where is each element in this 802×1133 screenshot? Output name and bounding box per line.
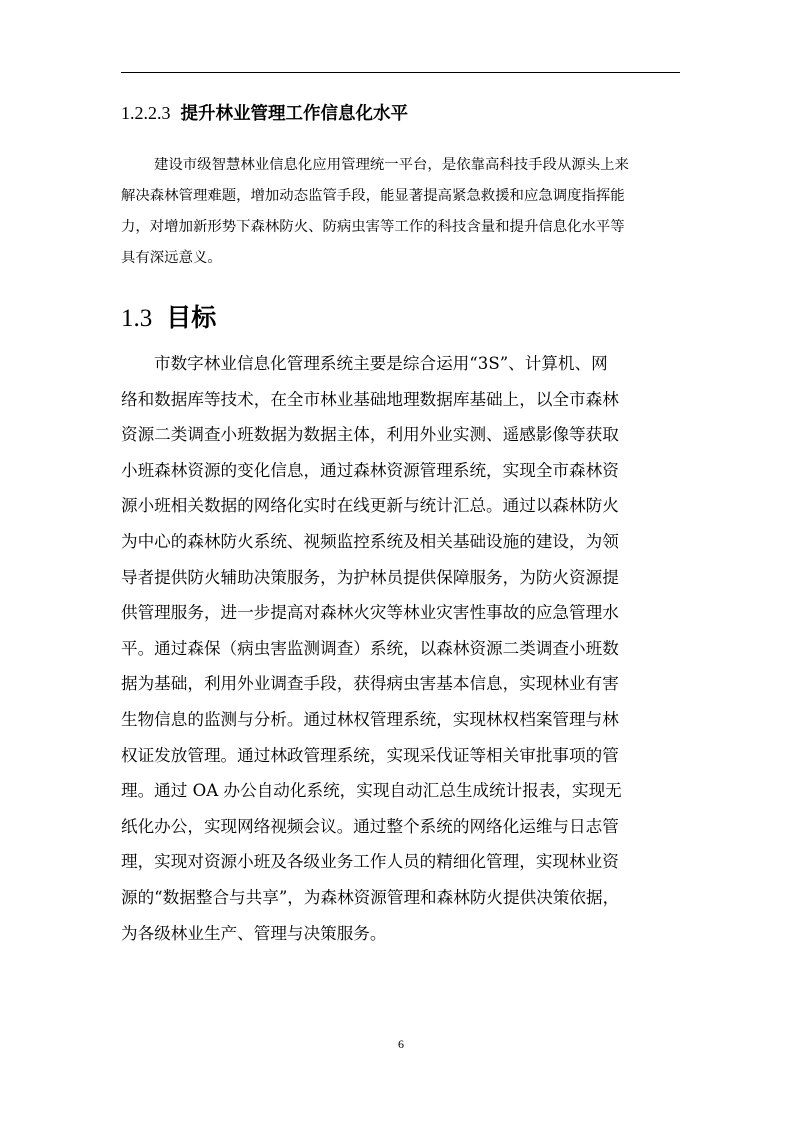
section-paragraph — [121, 150, 681, 274]
paragraph-line: 源小班相关数据的网络化实时在线更新与统计汇总。通过以森林防火 — [121, 496, 619, 516]
paragraph-line: 为中心的森林防火系统、视频监控系统及相关基础设施的建设，为领 — [121, 531, 619, 551]
paragraph-line: 源的“数据整合与共享”，为森林资源管理和森林防火提供决策依据， — [121, 887, 620, 907]
section-heading — [121, 99, 681, 128]
paragraph-line: 供管理服务，进一步提高对森林火灾等林业灾害性事故的应急管理水 — [121, 603, 619, 623]
paragraph-line: 建设市级智慧林业信息化应用管理统一平台，是依靠高科技手段从源头上来 — [154, 157, 629, 173]
chapter-title: 目标 — [166, 303, 217, 332]
section-number: 1.2.2.3 — [121, 103, 171, 123]
paragraph-line: 小班森林资源的变化信息，通过森林资源管理系统，实现全市森林资 — [121, 460, 619, 480]
paragraph-line: 具有深远意义。 — [121, 250, 222, 266]
paragraph-line: 权证发放管理。通过林政管理系统，实现采伐证等相关审批事项的管 — [121, 745, 619, 765]
paragraph-line: 解决森林管理难题，增加动态监管手段，能显著提高紧急救援和应急调度指挥能 — [121, 188, 625, 204]
paragraph-line: 市数字林业信息化管理系统主要是综合运用“3S”、计算机、网 — [154, 354, 608, 373]
paragraph-line: 导者提供防火辅助决策服务，为护林员提供保障服务，为防火资源提 — [121, 567, 619, 587]
paragraph-line: 力，对增加新形势下森林防火、防病虫害等工作的科技含量和提升信息化水平等 — [121, 219, 625, 235]
paragraph-line: 理，实现对资源小班及各级业务工作人员的精细化管理，实现林业资 — [121, 852, 619, 872]
paragraph-line: 生物信息的监测与分析。通过林权管理系统，实现林权档案管理与林 — [121, 709, 619, 729]
paragraph-line: 为各级林业生产、管理与决策服务。 — [121, 923, 387, 943]
paragraph-line: 理。通过 OA 办公自动化系统，实现自动汇总生成统计报表，实现无 — [121, 781, 622, 801]
paragraph-line: 纸化办公，实现网络视频会议。通过整个系统的网络化运维与日志管 — [121, 816, 619, 836]
paragraph-line: 据为基础，利用外业调查手段，获得病虫害基本信息，实现林业有害 — [121, 674, 619, 694]
chapter-heading — [121, 298, 681, 339]
paragraph-line: 络和数据库等技术，在全市林业基础地理数据库基础上，以全市森林 — [121, 389, 619, 409]
paragraph-line: 资源二类调查小班数据为数据主体，利用外业实测、遥感影像等获取 — [121, 425, 619, 445]
page-number: 6 — [398, 1037, 404, 1051]
chapter-number: 1.3 — [121, 305, 153, 332]
chapter-paragraph — [121, 346, 681, 951]
header-rule — [121, 72, 680, 73]
paragraph-line: 平。通过森保（病虫害监测调查）系统，以森林资源二类调查小班数 — [121, 638, 619, 658]
section-title: 提升林业管理工作信息化水平 — [180, 104, 408, 124]
